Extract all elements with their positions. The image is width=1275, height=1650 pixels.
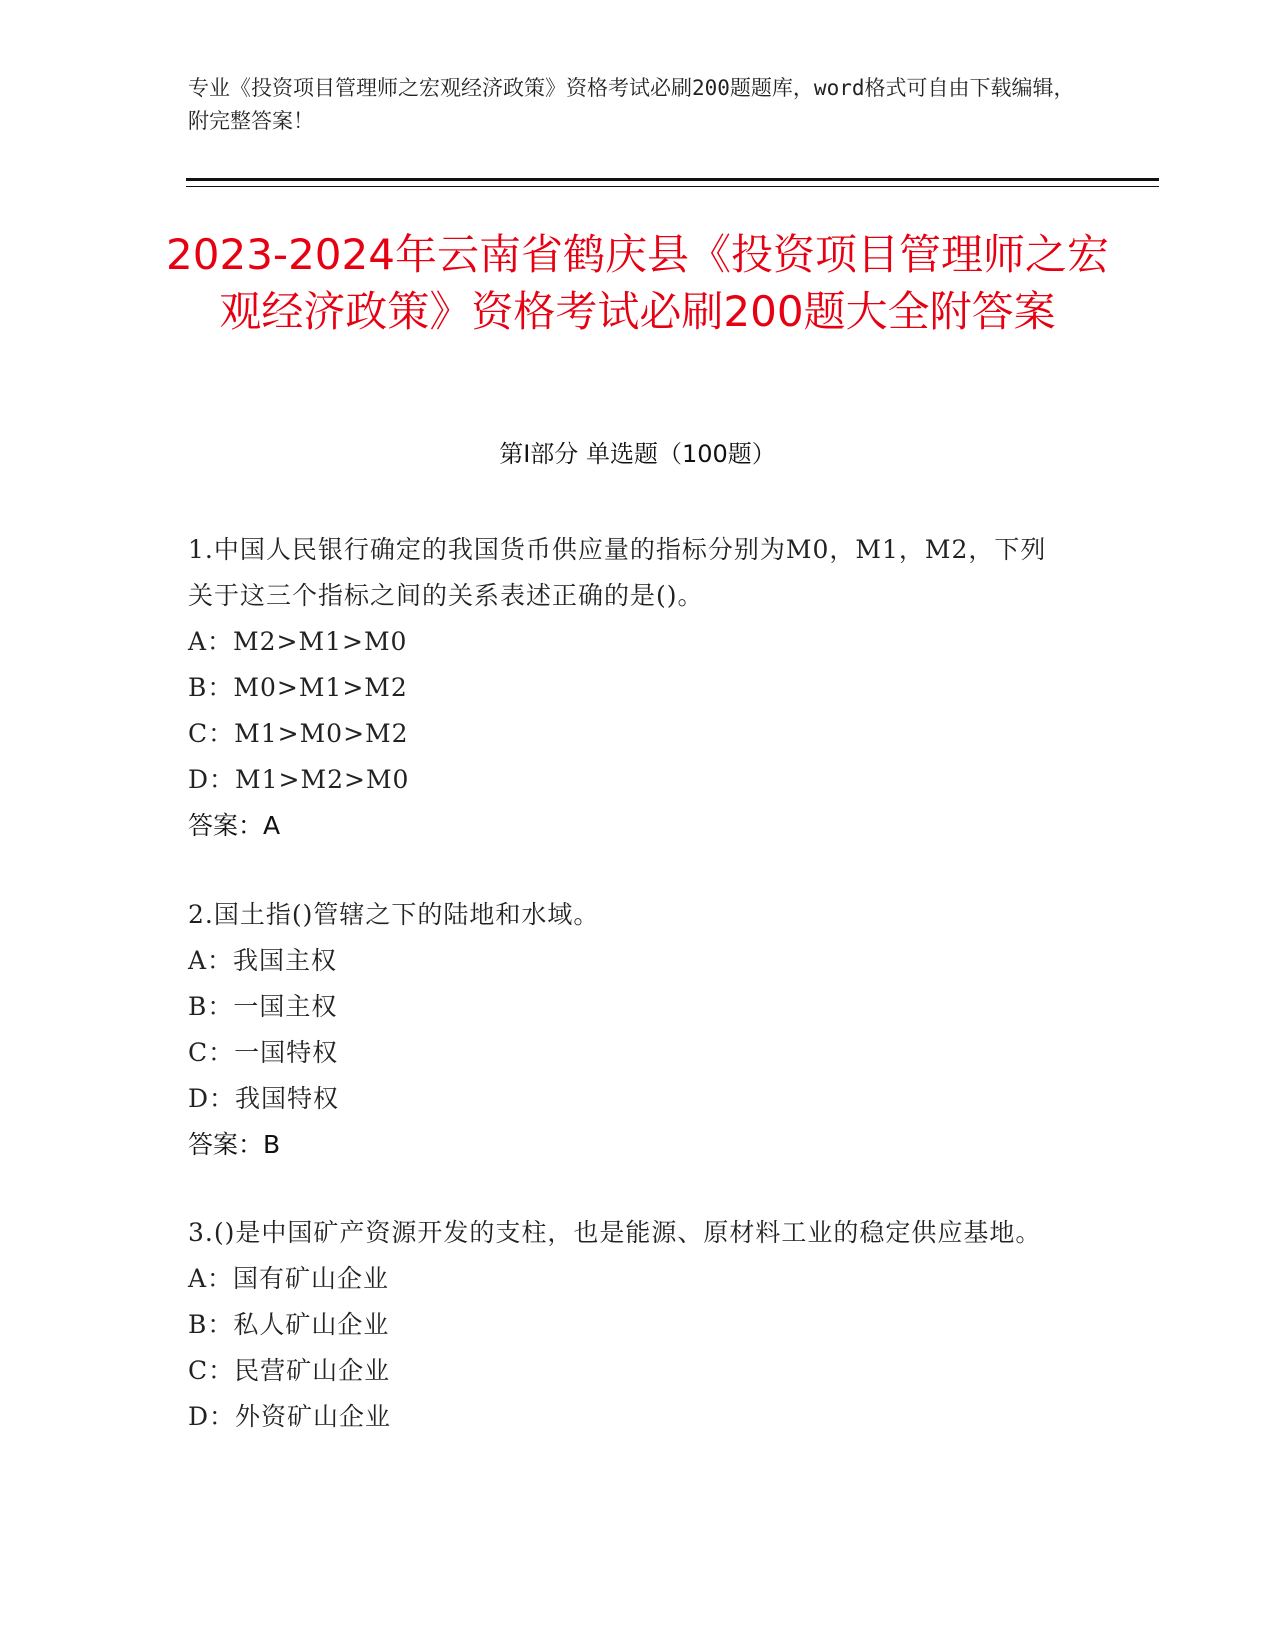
option-a: A：我国主权 [188,946,338,975]
option-b: B：私人矿山企业 [188,1310,390,1339]
section-heading: 第I部分 单选题（100题） [499,440,776,468]
option-d: D：我国特权 [188,1084,340,1113]
option-c: C：民营矿山企业 [188,1356,391,1385]
option-d: D：M1>M2>M0 [188,765,410,794]
question-3 [188,1210,1068,1440]
answer: 答案：A [188,811,281,840]
question-2 [188,892,1068,1168]
intro-text: 专业《投资项目管理师之宏观经济政策》资格考试必刷200题题库，word格式可自由下载编辑，附完整答案！ [188,76,1075,133]
option-b: B：一国主权 [188,992,338,1021]
option-b: B：M0>M1>M2 [188,673,408,702]
header-rule-thick [186,178,1159,181]
option-a: A：国有矿山企业 [188,1264,390,1293]
option-a: A：M2>M1>M0 [188,627,408,656]
answer: 答案：B [188,1130,281,1159]
question-stem: 3.()是中国矿产资源开发的支柱，也是能源、原材料工业的稳定供应基地。 [188,1218,1042,1247]
option-d: D：外资矿山企业 [188,1402,392,1431]
question-stem: 2.国土指()管辖之下的陆地和水域。 [188,900,600,929]
question-1 [188,527,1068,849]
question-stem: 1.中国人民银行确定的我国货币供应量的指标分别为M0，M1，M2，下列关于这三个指标之间的关系表述正确的是()。 [188,535,1047,610]
option-c: C：一国特权 [188,1038,339,1067]
header-rule-thin [186,186,1159,187]
document-title: 2023-2024年云南省鹤庆县《投资项目管理师之宏观经济政策》资格考试必刷200题大全附答案 [166,230,1109,336]
option-c: C：M1>M0>M2 [188,719,409,748]
